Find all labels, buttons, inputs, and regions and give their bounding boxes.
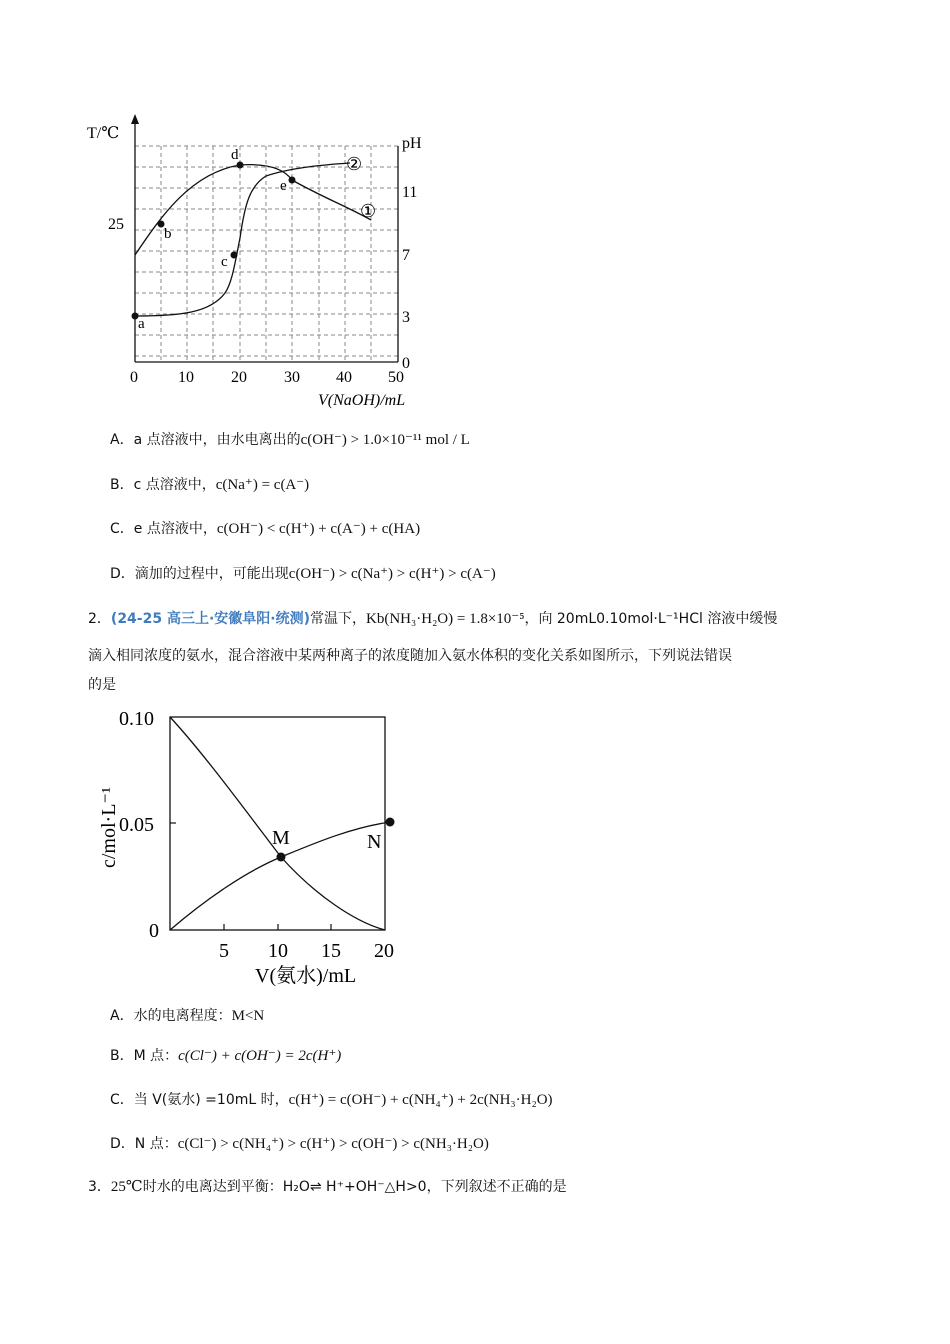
q2-source: (24-25 高三上·安徽阜阳·统测) [110, 611, 311, 627]
q1-x-tick: 30 [284, 369, 300, 386]
q2-option-d: D．N 点：c(Cl⁻) > c(NH₄⁺) > c(H⁺) > c(OH⁻) > c(NH₃·H₂O) [110, 1136, 489, 1152]
q1-y-left-label: T/℃ [87, 125, 120, 142]
q1-curve-label: ① [360, 201, 377, 221]
q2-chart [95, 700, 415, 995]
q2-option-a: A．水的电离程度：M<N [110, 1008, 265, 1024]
q2-y-tick: 0.05 [119, 814, 154, 836]
q2-stem-line3: 的是 [88, 677, 116, 693]
q1-point-label: d [231, 147, 239, 163]
q1-option-d: D．滴加的过程中，可能出现c(OH⁻) > c(Na⁺) > c(H⁺) > c(A⁻) [110, 566, 496, 582]
q1-x-label: V(NaOH)/mL [318, 392, 406, 409]
q1-y-right-label: pH [402, 135, 422, 152]
q2-x-tick: 15 [321, 940, 341, 962]
q1-curve-label: ② [346, 154, 363, 174]
q1-y-right-tick: 0 [402, 355, 410, 372]
q2-y-label: c/mol·L⁻¹ [98, 787, 120, 868]
q1-point-label: e [280, 178, 287, 194]
q2-x-tick: 5 [219, 940, 229, 962]
q2-point-m: M [272, 827, 290, 849]
q2-y-tick: 0.10 [119, 708, 154, 730]
q2-curve-decreasing [170, 717, 385, 930]
q1-point-label: b [164, 226, 172, 242]
q2-point-n: N [367, 831, 382, 853]
q2-stem-line2: 滴入相同浓度的氨水，混合溶液中某两种离子的浓度随加入氨水体积的变化关系如图所示，下列说法错误 [88, 648, 732, 664]
q1-y-right-tick: 3 [402, 309, 410, 326]
q1-option-b: B．c 点溶液中，c(Na⁺) = c(A⁻) [110, 477, 310, 493]
q1-option-c: C．e 点溶液中，c(OH⁻) < c(H⁺) + c(A⁻) + c(HA) [110, 521, 421, 537]
q3-stem: 3．25℃时水的电离达到平衡：H₂O⇌ H⁺+OH⁻△H>0，下列叙述不正确的是 [88, 1179, 567, 1195]
q1-point-label: c [221, 254, 228, 270]
q1-x-tick: 0 [130, 369, 138, 386]
q1-y-left-tick: 25 [108, 216, 124, 233]
q1-y-right-tick: 11 [402, 184, 418, 201]
q2-stem-line1: 2．(24-25 高三上·安徽阜阳·统测)常温下，Kb(NH₃·H₂O) = 1.8×10⁻⁵，向 20mL0.10mol·L⁻¹HCl 溶液中缓慢 [88, 611, 778, 627]
q2-option-c: C．当 V(氨水) =10mL 时，c(H⁺) = c(OH⁻) + c(NH₄⁺) + 2c(NH₃·H₂O) [110, 1092, 553, 1108]
q2-x-tick: 10 [268, 940, 288, 962]
q1-x-tick: 40 [336, 369, 352, 386]
q2-x-tick: 20 [374, 940, 394, 962]
q1-point-label: a [138, 316, 145, 332]
q2-y-tick: 0 [149, 920, 159, 942]
q2-x-label: V(氨水)/mL [255, 965, 357, 987]
equilibrium-arrow: ⇌ [309, 1179, 322, 1195]
q1-x-tick: 10 [178, 369, 194, 386]
q1-option-a: A．a 点溶液中，由水电离出的c(OH⁻) > 1.0×10⁻¹¹ mol / L [110, 432, 470, 448]
q1-x-tick: 50 [388, 369, 404, 386]
q1-y-right-tick: 7 [402, 247, 410, 264]
q2-option-b: B．M 点：c(Cl⁻) + c(OH⁻) = 2c(H⁺) [110, 1048, 342, 1064]
q1-chart [80, 108, 440, 413]
q1-x-tick: 20 [231, 369, 247, 386]
